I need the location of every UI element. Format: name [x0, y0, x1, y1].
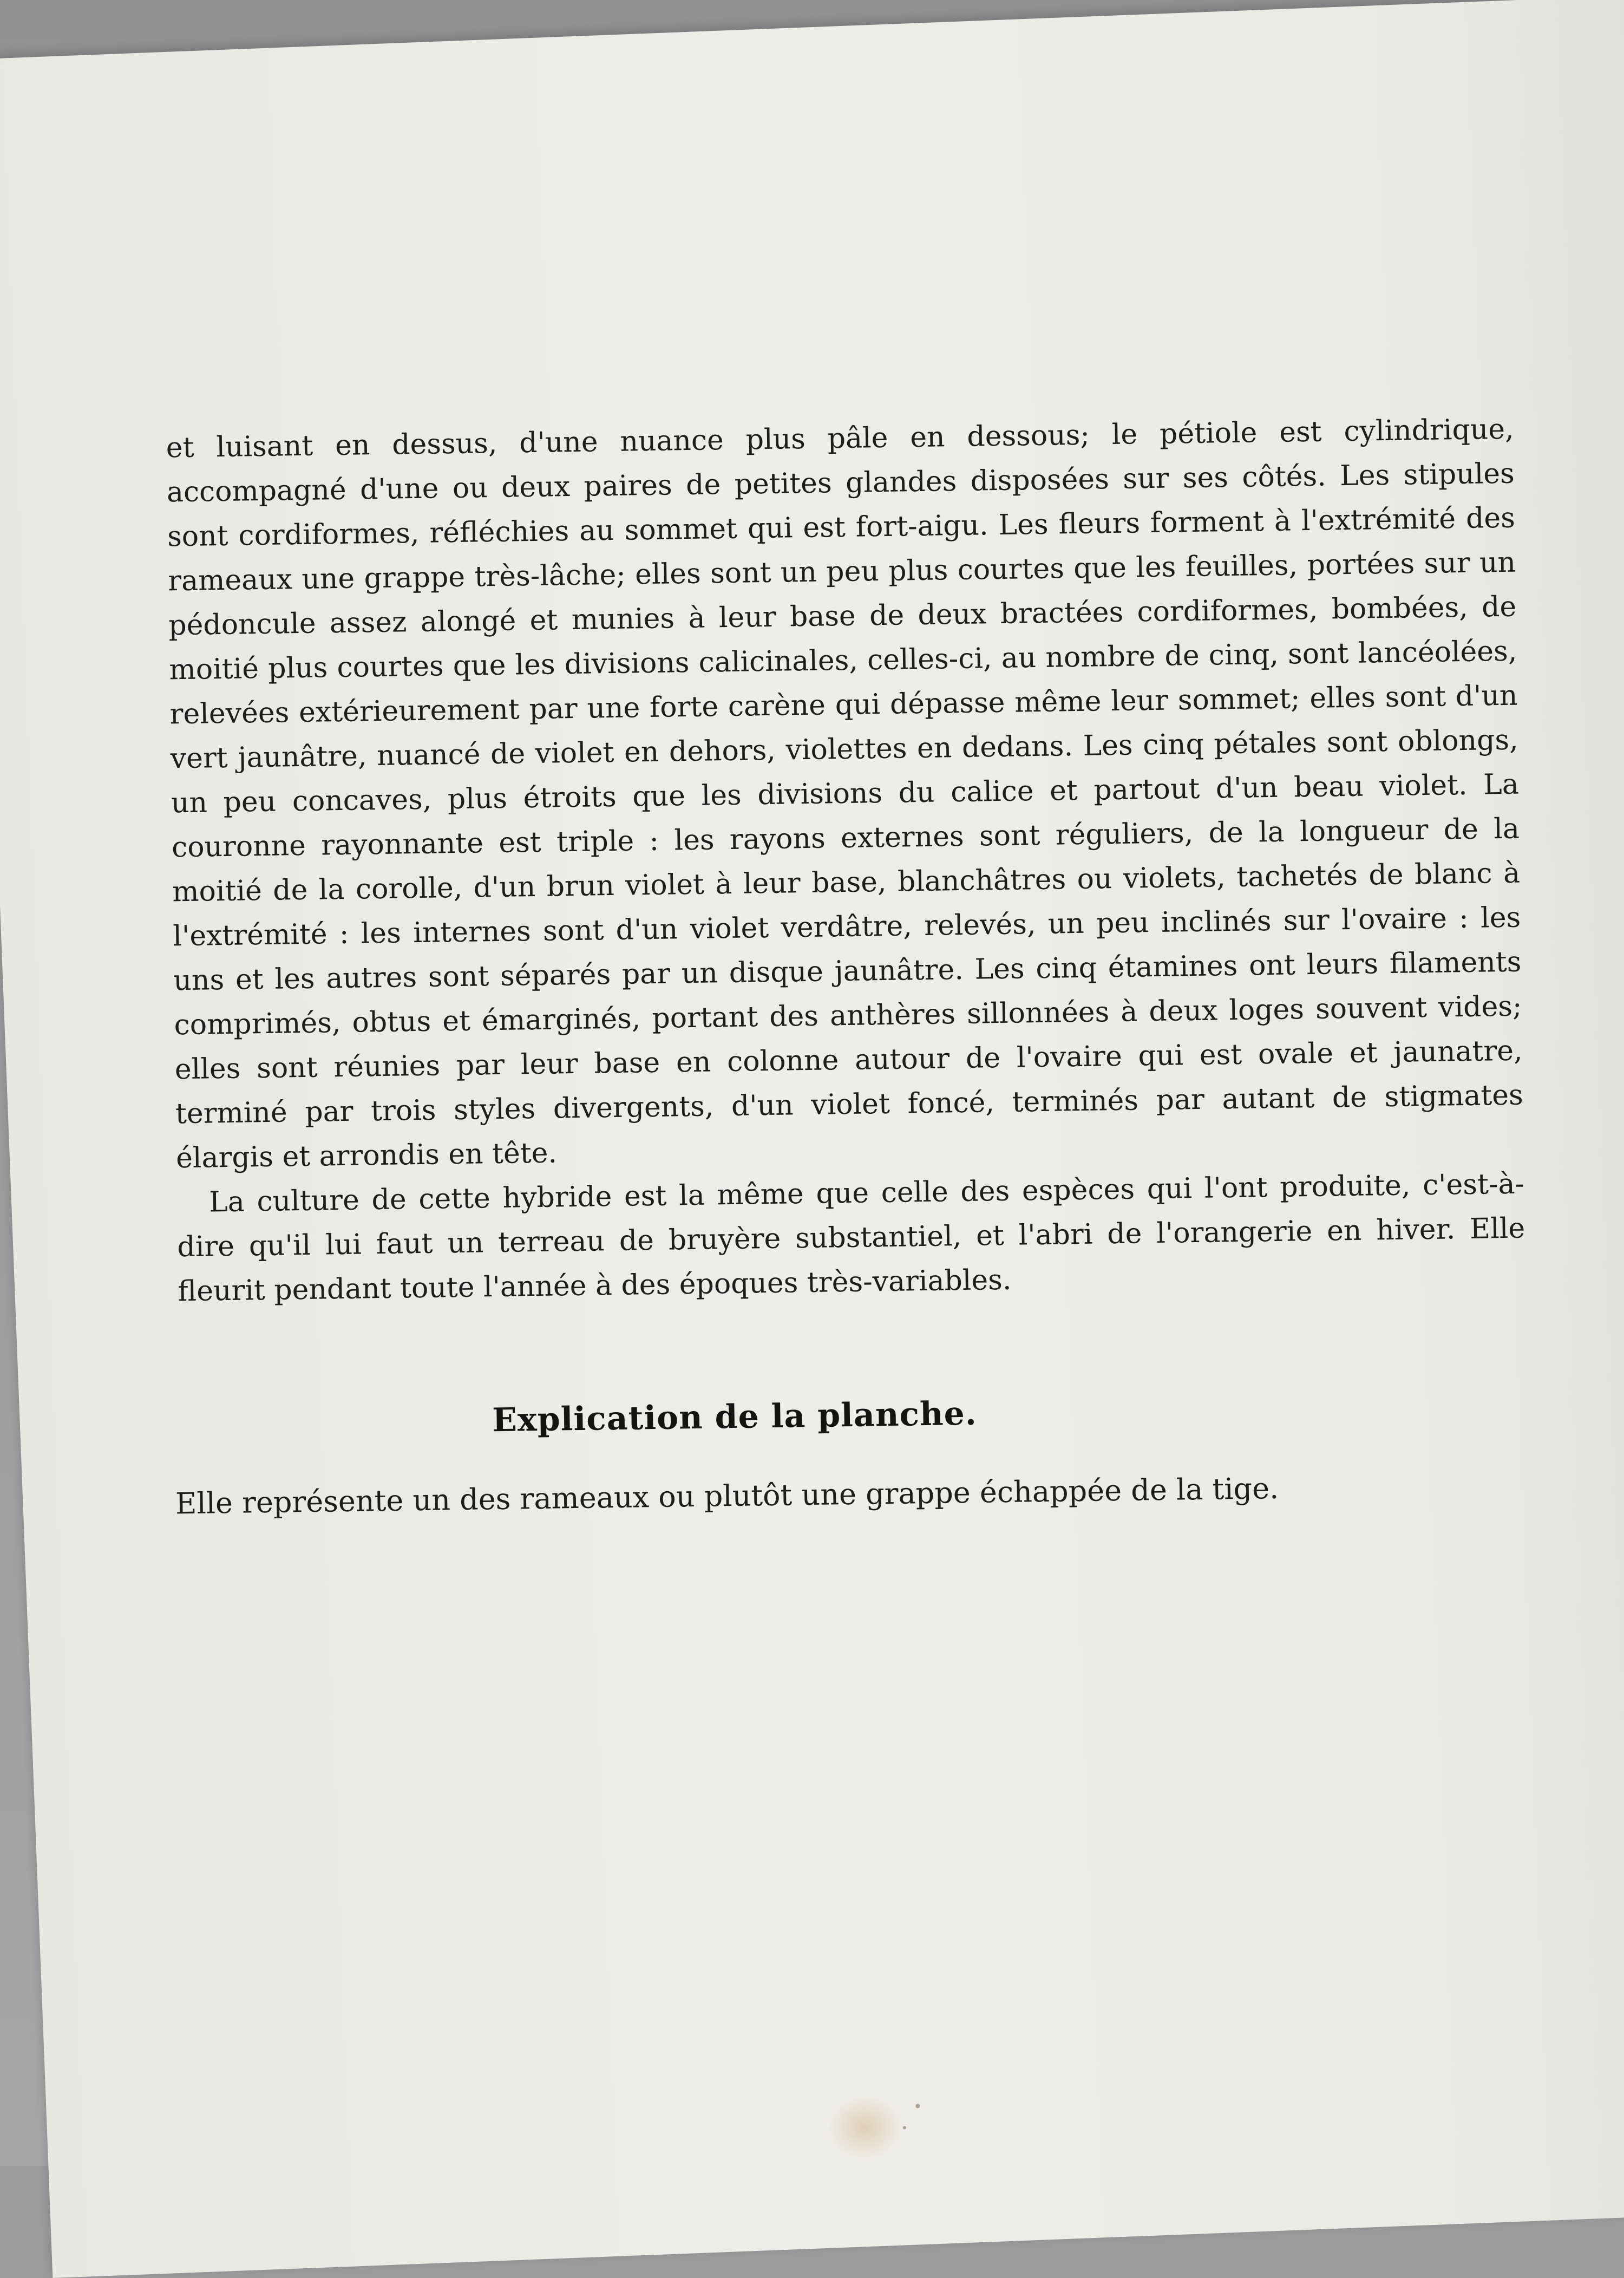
text-block — [166, 407, 1529, 1526]
section-heading: Explication de la planche. — [492, 1394, 978, 1440]
description-paragraph: et luisant en dessus, d'une nuance plus pâle en dessous; le pétiole est cylindrique, accompagné d'une ou deux paires de petites glandes disposées sur ses côtés. Les stipules sont cordiformes, réfléchies au sommet qui est fort-aigu. Les fleurs forment à l'extrémité des rameaux une grappe très-lâche; elles sont un peu plus courtes que les feuilles, portées sur un pédoncule assez alongé et munies à leur base de deux bractées cordiformes, bombées, de moitié plus courtes que les divisions calicinales, celles-ci, au nombre de cinq, sont lancéolées, relevées extérieurement par une forte carène qui dépasse même leur sommet; elles sont d'un vert jaunâtre, nuancé de violet en dehors, violettes en dedans. Les cinq pétales sont oblongs, un peu concaves, plus étroits que les divisions du calice et partout d'un beau violet. La couronne rayonnante est triple : les rayons externes sont réguliers, de la longueur de la moitié de la corolle, d'un brun violet à leur base, blanchâtres ou violets, tachetés de blanc à l'extrémité : les internes sont d'un violet verdâtre, relevés, un peu inclinés sur l'ovaire : les uns et les autres sont séparés par un disque jaunâtre. Les cinq étamines ont leurs filaments comprimés, obtus et émarginés, portant des anthères sillonnées à deux loges souvent vides; elles sont réunies par leur base en colonne autour de l'ovaire qui est ovale et jaunatre, terminé par trois styles divergents, d'un violet foncé, terminés par autant de stigmates élargis et arrondis en tête. — [166, 413, 1524, 1175]
foxing-spot — [915, 2104, 920, 2108]
plate-caption: Elle représente un des rameaux ou plutôt une grappe échappée de la tige. — [175, 1471, 1279, 1521]
culture-paragraph: La culture de cette hybride est la même que celle des espèces qui l'ont produite, c'est-à-dire qu'il lui faut un terreau de bruyère substantiel, et l'abri de l'orangerie en hiver. Elle fleurit pendant toute l'année à des époques très-variables. — [176, 1167, 1525, 1308]
paper-stain — [826, 2094, 905, 2162]
foxing-spot — [903, 2126, 906, 2129]
